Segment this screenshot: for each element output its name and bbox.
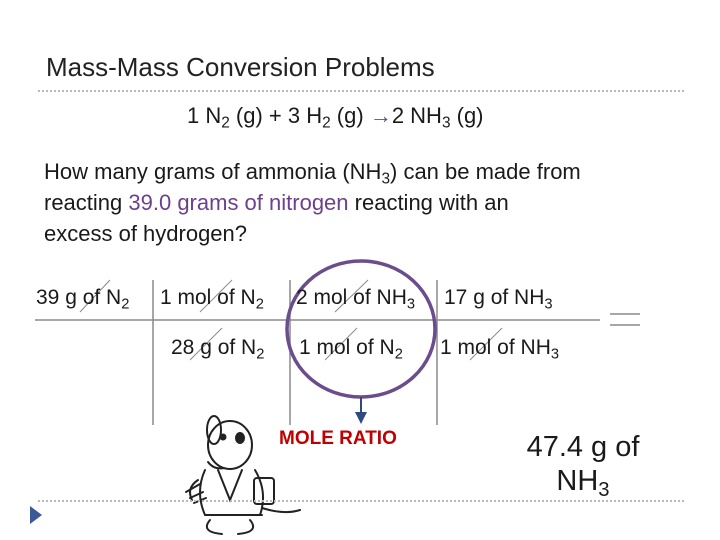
chemical-equation: 1 $N_2$ (g) + 3 $H_2$ (g) →2 $NH_3$ (g) — [187, 103, 484, 132]
grid-cell-top-4: 17 g of $NH_3$ — [444, 286, 553, 313]
slide-title: Mass-Mass Conversion Problems — [46, 52, 435, 82]
grid-cell-top-2: 1 mol of $N_2$ — [160, 286, 264, 313]
down-arrow-icon — [355, 412, 367, 424]
footer-divider — [38, 500, 684, 502]
slide-bullet-icon — [30, 506, 42, 524]
grid-cell-top-3: 2 mol of $NH_3$ — [296, 286, 416, 313]
grid-cell-bottom-3: 1 mol of $NH_3$ — [440, 336, 560, 363]
grid-cell-bottom-2: 1 mol of $N_2$ — [299, 336, 403, 363]
grid-cell-top-1: 39 g of $N_2$ — [36, 286, 130, 313]
mole-ratio-label: MOLE RATIO — [279, 428, 397, 449]
yield-arrow-icon: → — [369, 103, 392, 128]
mole-ratio-circle — [287, 261, 435, 397]
grid-cell-bottom-1: 28 g of $N_2$ — [171, 336, 265, 363]
question-text: How many grams of ammonia $(NH_3)$ can be made from reacting 39.0 grams of nitrogen reacting with an excess of hydrogen? — [44, 159, 581, 246]
given-quantity: 39.0 grams of nitrogen — [128, 190, 349, 215]
answer-text: 47.4 g of $NH_3$ — [526, 431, 640, 502]
